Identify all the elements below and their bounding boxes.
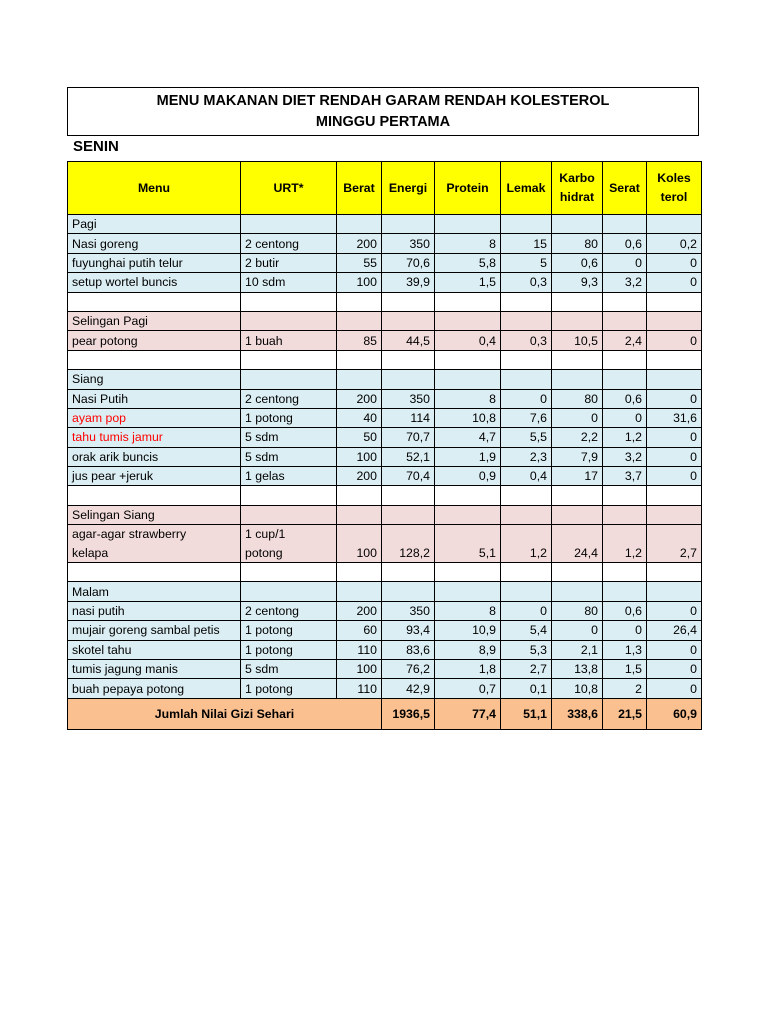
empty-cell	[647, 370, 702, 389]
urt-cell: 2 centong	[241, 601, 337, 620]
empty-cell	[552, 525, 603, 544]
menu-cell: nasi putih	[68, 601, 241, 620]
menu-cell: skotel tahu	[68, 640, 241, 659]
section-label: Malam	[68, 582, 241, 601]
karbo-cell: 80	[552, 389, 603, 408]
berat-cell: 50	[337, 428, 382, 447]
total-serat: 21,5	[603, 698, 647, 729]
empty-cell	[241, 350, 337, 369]
total-lemak: 51,1	[501, 698, 552, 729]
karbo-cell: 80	[552, 234, 603, 253]
lemak-cell: 0,3	[501, 273, 552, 292]
header-lemak: Lemak	[501, 162, 552, 215]
empty-cell	[241, 563, 337, 582]
empty-cell	[68, 350, 241, 369]
empty-cell	[552, 582, 603, 601]
empty-cell	[241, 486, 337, 505]
serat-cell: 0	[603, 408, 647, 427]
urt-cell: potong	[241, 544, 337, 563]
serat-cell: 3,2	[603, 447, 647, 466]
empty-cell	[603, 370, 647, 389]
lemak-cell: 2,7	[501, 659, 552, 678]
berat-cell: 100	[337, 659, 382, 678]
karbo-cell: 13,8	[552, 659, 603, 678]
berat-cell: 55	[337, 253, 382, 272]
empty-cell	[501, 563, 552, 582]
protein-cell: 8	[435, 389, 501, 408]
urt-cell: 5 sdm	[241, 447, 337, 466]
empty-cell	[647, 486, 702, 505]
header-serat: Serat	[603, 162, 647, 215]
serat-cell: 1,5	[603, 659, 647, 678]
empty-cell	[337, 486, 382, 505]
header-karbo-line1: Karbo	[559, 171, 595, 185]
total-row	[68, 698, 702, 729]
menu-cell: pear potong	[68, 331, 241, 350]
section-label: Selingan Pagi	[68, 311, 241, 330]
empty-cell	[647, 525, 702, 544]
empty-cell	[603, 525, 647, 544]
total-kolesterol: 60,9	[647, 698, 702, 729]
title-line-2: MINGGU PERTAMA	[315, 114, 451, 130]
empty-cell	[647, 350, 702, 369]
lemak-cell: 0,3	[501, 331, 552, 350]
table-row	[68, 621, 702, 640]
serat-cell: 0,6	[603, 601, 647, 620]
urt-cell: 10 sdm	[241, 273, 337, 292]
serat-cell: 1,2	[603, 428, 647, 447]
section-label: Selingan Siang	[68, 505, 241, 524]
table-row-continued	[68, 544, 702, 563]
berat-cell: 60	[337, 621, 382, 640]
serat-cell: 0	[603, 253, 647, 272]
empty-cell	[647, 582, 702, 601]
empty-cell	[647, 505, 702, 524]
empty-cell	[337, 582, 382, 601]
protein-cell: 1,5	[435, 273, 501, 292]
empty-cell	[552, 370, 603, 389]
empty-cell	[603, 486, 647, 505]
berat-cell: 85	[337, 331, 382, 350]
urt-cell: 1 gelas	[241, 467, 337, 486]
empty-cell	[241, 370, 337, 389]
lemak-cell: 0,1	[501, 679, 552, 698]
koles-cell: 0	[647, 467, 702, 486]
header-koles-line1: Koles	[657, 171, 691, 185]
header-koles-line2: terol	[660, 190, 688, 204]
day-label: SENIN	[73, 138, 119, 155]
protein-cell: 0,7	[435, 679, 501, 698]
empty-cell	[647, 292, 702, 311]
urt-cell: 1 buah	[241, 331, 337, 350]
protein-cell: 4,7	[435, 428, 501, 447]
urt-cell: 1 potong	[241, 640, 337, 659]
section-row	[68, 311, 702, 330]
lemak-cell: 0	[501, 389, 552, 408]
koles-cell: 0	[647, 273, 702, 292]
empty-cell	[501, 370, 552, 389]
header-protein: Protein	[435, 162, 501, 215]
empty-cell	[68, 486, 241, 505]
lemak-cell: 0,4	[501, 467, 552, 486]
karbo-cell: 2,1	[552, 640, 603, 659]
koles-cell: 0	[647, 447, 702, 466]
berat-cell: 40	[337, 408, 382, 427]
table-row	[68, 234, 702, 253]
empty-cell	[435, 215, 501, 234]
lemak-cell: 0	[501, 601, 552, 620]
protein-cell: 0,9	[435, 467, 501, 486]
protein-cell: 5,8	[435, 253, 501, 272]
protein-cell: 8,9	[435, 640, 501, 659]
empty-cell	[435, 525, 501, 544]
empty-cell	[435, 311, 501, 330]
section-row	[68, 505, 702, 524]
energi-cell: 70,7	[382, 428, 435, 447]
lemak-cell: 5,3	[501, 640, 552, 659]
empty-cell	[603, 311, 647, 330]
empty-cell	[647, 563, 702, 582]
energi-cell: 70,4	[382, 467, 435, 486]
protein-cell: 8	[435, 601, 501, 620]
karbo-cell: 24,4	[552, 544, 603, 563]
urt-cell: 1 cup/1	[241, 525, 337, 544]
empty-cell	[552, 505, 603, 524]
berat-cell: 100	[337, 447, 382, 466]
lemak-cell: 15	[501, 234, 552, 253]
menu-cell: ayam pop	[68, 408, 241, 427]
empty-cell	[552, 311, 603, 330]
menu-cell: jus pear +jeruk	[68, 467, 241, 486]
empty-cell	[552, 563, 603, 582]
menu-cell: fuyunghai putih telur	[68, 253, 241, 272]
koles-cell: 0,2	[647, 234, 702, 253]
berat-cell: 200	[337, 389, 382, 408]
karbo-cell: 17	[552, 467, 603, 486]
table-row	[68, 679, 702, 698]
menu-cell: setup wortel buncis	[68, 273, 241, 292]
menu-cell: Nasi goreng	[68, 234, 241, 253]
total-energi: 1936,5	[382, 698, 435, 729]
empty-cell	[552, 486, 603, 505]
koles-cell: 0	[647, 389, 702, 408]
title-line-1: MENU MAKANAN DIET RENDAH GARAM RENDAH KOLESTEROL	[156, 93, 610, 109]
urt-cell: 2 butir	[241, 253, 337, 272]
empty-cell	[603, 215, 647, 234]
berat-cell: 110	[337, 679, 382, 698]
empty-cell	[435, 292, 501, 311]
berat-cell: 200	[337, 234, 382, 253]
koles-cell: 0	[647, 331, 702, 350]
serat-cell: 0,6	[603, 234, 647, 253]
lemak-cell: 5,5	[501, 428, 552, 447]
energi-cell: 350	[382, 389, 435, 408]
energi-cell: 52,1	[382, 447, 435, 466]
koles-cell: 0	[647, 640, 702, 659]
protein-cell: 1,9	[435, 447, 501, 466]
empty-cell	[603, 350, 647, 369]
karbo-cell: 0	[552, 621, 603, 640]
empty-cell	[647, 215, 702, 234]
empty-cell	[337, 350, 382, 369]
urt-cell: 1 potong	[241, 408, 337, 427]
header-berat: Berat	[337, 162, 382, 215]
empty-cell	[241, 505, 337, 524]
header-row	[68, 162, 702, 215]
empty-cell	[241, 292, 337, 311]
empty-cell	[382, 563, 435, 582]
empty-cell	[435, 563, 501, 582]
koles-cell: 2,7	[647, 544, 702, 563]
lemak-cell: 5	[501, 253, 552, 272]
table-row	[68, 467, 702, 486]
empty-cell	[435, 350, 501, 369]
energi-cell: 350	[382, 234, 435, 253]
spacer-row	[68, 292, 702, 311]
empty-cell	[337, 563, 382, 582]
serat-cell: 1,2	[603, 544, 647, 563]
menu-cell: Nasi Putih	[68, 389, 241, 408]
protein-cell: 0,4	[435, 331, 501, 350]
empty-cell	[337, 292, 382, 311]
urt-cell: 1 potong	[241, 621, 337, 640]
koles-cell: 0	[647, 601, 702, 620]
empty-cell	[337, 311, 382, 330]
berat-cell: 200	[337, 601, 382, 620]
koles-cell: 0	[647, 659, 702, 678]
lemak-cell: 2,3	[501, 447, 552, 466]
energi-cell: 128,2	[382, 544, 435, 563]
karbo-cell: 0,6	[552, 253, 603, 272]
empty-cell	[552, 215, 603, 234]
table-row	[68, 389, 702, 408]
empty-cell	[382, 350, 435, 369]
lemak-cell: 1,2	[501, 544, 552, 563]
karbo-cell: 80	[552, 601, 603, 620]
section-label: Siang	[68, 370, 241, 389]
energi-cell: 70,6	[382, 253, 435, 272]
empty-cell	[241, 311, 337, 330]
urt-cell: 1 potong	[241, 679, 337, 698]
header-karbohidrat	[552, 162, 603, 215]
protein-cell: 10,8	[435, 408, 501, 427]
koles-cell: 26,4	[647, 621, 702, 640]
karbo-cell: 10,8	[552, 679, 603, 698]
protein-cell: 10,9	[435, 621, 501, 640]
empty-cell	[435, 582, 501, 601]
table-row	[68, 273, 702, 292]
empty-cell	[603, 563, 647, 582]
empty-cell	[382, 486, 435, 505]
total-label: Jumlah Nilai Gizi Sehari	[68, 698, 382, 729]
menu-cell: buah pepaya potong	[68, 679, 241, 698]
empty-cell	[435, 370, 501, 389]
empty-cell	[382, 311, 435, 330]
empty-cell	[501, 215, 552, 234]
karbo-cell: 9,3	[552, 273, 603, 292]
karbo-cell: 7,9	[552, 447, 603, 466]
empty-cell	[435, 505, 501, 524]
energi-cell: 44,5	[382, 331, 435, 350]
koles-cell: 0	[647, 253, 702, 272]
total-protein: 77,4	[435, 698, 501, 729]
koles-cell: 0	[647, 428, 702, 447]
empty-cell	[68, 563, 241, 582]
serat-cell: 3,2	[603, 273, 647, 292]
menu-cell: tahu tumis jamur	[68, 428, 241, 447]
empty-cell	[382, 215, 435, 234]
empty-cell	[337, 215, 382, 234]
section-row	[68, 215, 702, 234]
empty-cell	[603, 292, 647, 311]
berat-cell: 110	[337, 640, 382, 659]
berat-cell: 100	[337, 273, 382, 292]
empty-cell	[337, 525, 382, 544]
energi-cell: 350	[382, 601, 435, 620]
energi-cell: 114	[382, 408, 435, 427]
empty-cell	[603, 582, 647, 601]
table-row	[68, 253, 702, 272]
table-row	[68, 640, 702, 659]
empty-cell	[337, 370, 382, 389]
protein-cell: 5,1	[435, 544, 501, 563]
empty-cell	[501, 582, 552, 601]
urt-cell: 2 centong	[241, 389, 337, 408]
empty-cell	[501, 505, 552, 524]
menu-cell: mujair goreng sambal petis	[68, 621, 241, 640]
table-row	[68, 408, 702, 427]
serat-cell: 3,7	[603, 467, 647, 486]
header-urt: URT*	[241, 162, 337, 215]
serat-cell: 2	[603, 679, 647, 698]
empty-cell	[382, 505, 435, 524]
section-label: Pagi	[68, 215, 241, 234]
header-kolesterol	[647, 162, 702, 215]
table-row	[68, 331, 702, 350]
urt-cell: 2 centong	[241, 234, 337, 253]
spacer-row	[68, 563, 702, 582]
energi-cell: 93,4	[382, 621, 435, 640]
energi-cell: 76,2	[382, 659, 435, 678]
empty-cell	[337, 505, 382, 524]
empty-cell	[382, 525, 435, 544]
header-menu: Menu	[68, 162, 241, 215]
header-karbo-line2: hidrat	[559, 190, 595, 204]
empty-cell	[241, 215, 337, 234]
empty-cell	[382, 370, 435, 389]
menu-cell: agar-agar strawberry	[68, 525, 241, 544]
empty-cell	[435, 486, 501, 505]
urt-cell: 5 sdm	[241, 428, 337, 447]
empty-cell	[501, 350, 552, 369]
berat-cell: 200	[337, 467, 382, 486]
serat-cell: 1,3	[603, 640, 647, 659]
berat-cell: 100	[337, 544, 382, 563]
total-karbohidrat: 338,6	[552, 698, 603, 729]
karbo-cell: 2,2	[552, 428, 603, 447]
empty-cell	[603, 505, 647, 524]
nutrition-table	[67, 161, 702, 730]
document-title	[67, 87, 699, 136]
table-row	[68, 428, 702, 447]
lemak-cell: 7,6	[501, 408, 552, 427]
table-row	[68, 601, 702, 620]
karbo-cell: 0	[552, 408, 603, 427]
empty-cell	[552, 350, 603, 369]
protein-cell: 1,8	[435, 659, 501, 678]
energi-cell: 42,9	[382, 679, 435, 698]
spacer-row	[68, 486, 702, 505]
serat-cell: 0	[603, 621, 647, 640]
empty-cell	[68, 292, 241, 311]
header-energi: Energi	[382, 162, 435, 215]
urt-cell: 5 sdm	[241, 659, 337, 678]
empty-cell	[241, 582, 337, 601]
table-row	[68, 659, 702, 678]
section-row	[68, 370, 702, 389]
empty-cell	[501, 292, 552, 311]
energi-cell: 83,6	[382, 640, 435, 659]
energi-cell: 39,9	[382, 273, 435, 292]
table-row	[68, 525, 702, 544]
empty-cell	[647, 311, 702, 330]
koles-cell: 0	[647, 679, 702, 698]
menu-cell: tumis jagung manis	[68, 659, 241, 678]
karbo-cell: 10,5	[552, 331, 603, 350]
table-row	[68, 447, 702, 466]
protein-cell: 8	[435, 234, 501, 253]
menu-cell: orak arik buncis	[68, 447, 241, 466]
table-body	[68, 215, 702, 699]
menu-cell: kelapa	[68, 544, 241, 563]
koles-cell: 31,6	[647, 408, 702, 427]
serat-cell: 0,6	[603, 389, 647, 408]
empty-cell	[501, 486, 552, 505]
empty-cell	[501, 525, 552, 544]
empty-cell	[501, 311, 552, 330]
spacer-row	[68, 350, 702, 369]
section-row	[68, 582, 702, 601]
empty-cell	[382, 582, 435, 601]
empty-cell	[382, 292, 435, 311]
empty-cell	[552, 292, 603, 311]
serat-cell: 2,4	[603, 331, 647, 350]
lemak-cell: 5,4	[501, 621, 552, 640]
